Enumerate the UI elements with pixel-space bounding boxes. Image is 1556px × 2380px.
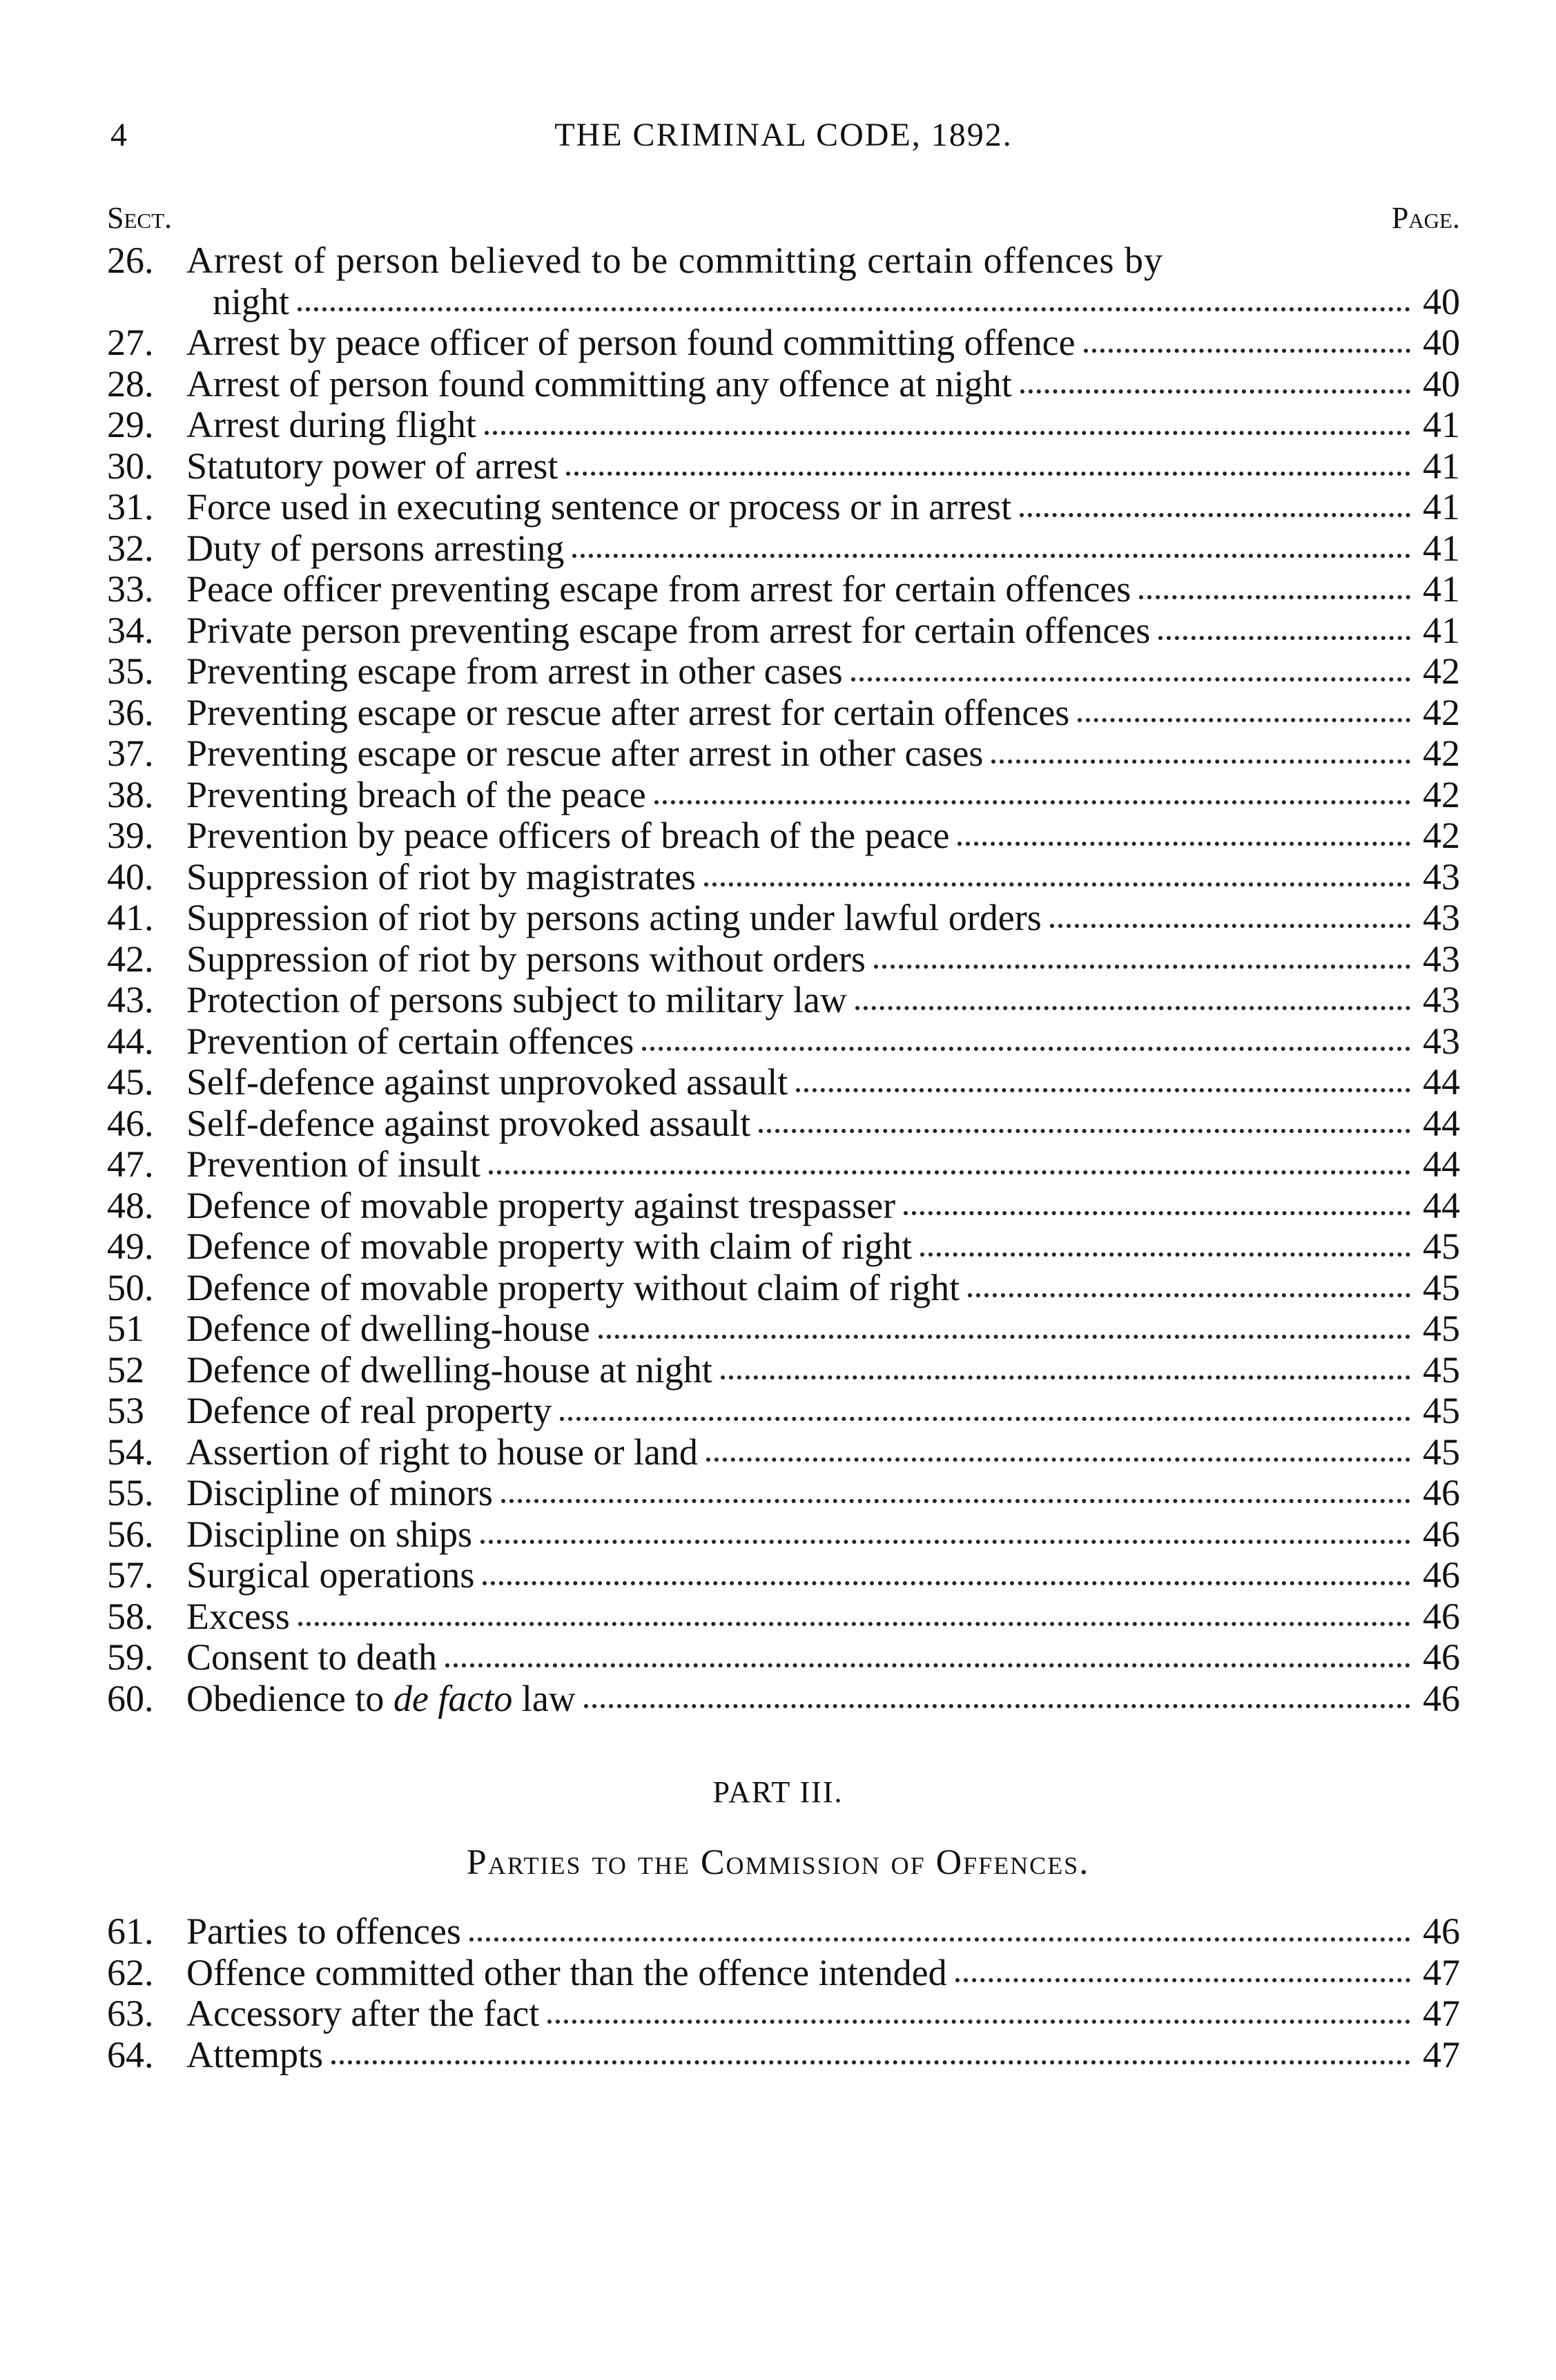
dot-leader: [1078, 717, 1410, 722]
contents-entry: [107, 733, 1460, 775]
contents-entry: [107, 364, 1460, 405]
dot-leader: [796, 1087, 1410, 1092]
page-ref: 43: [1423, 856, 1460, 898]
contents-entry: [107, 1103, 1460, 1145]
contents-entry: [107, 1953, 1460, 1994]
section-title: Discipline on ships: [186, 1513, 472, 1555]
section-title: Parties to offences: [186, 1911, 461, 1952]
contents-entry: [107, 1993, 1460, 2035]
dot-leader: [547, 2018, 1410, 2024]
section-title: Force used in executing sentence or process or in arrest: [186, 487, 1012, 528]
section-number: 40.: [107, 855, 154, 898]
dot-leader: [584, 1703, 1410, 1708]
section-title: Arrest by peace officer of person found committing offence: [186, 322, 1076, 363]
page-column-label: Page.: [1391, 201, 1460, 235]
page-ref: 42: [1423, 692, 1460, 733]
section-title: Suppression of riot by persons acting under lawful orders: [186, 898, 1042, 938]
page-ref: 47: [1423, 1993, 1460, 2034]
dot-leader: [566, 470, 1410, 476]
contents-entry: [107, 1144, 1460, 1186]
contents-entry: [107, 2035, 1460, 2076]
contents-entry: [107, 1186, 1460, 1227]
contents-entry: [107, 1555, 1460, 1596]
page-ref: 46: [1423, 1555, 1460, 1596]
contents-entry: [107, 1268, 1460, 1309]
section-title: Preventing escape or rescue after arrest for certain offences: [186, 692, 1070, 733]
page-ref: 44: [1423, 1144, 1460, 1185]
contents-entry: [107, 1062, 1460, 1103]
contents-entry: [107, 815, 1460, 857]
page-ref: 42: [1423, 651, 1460, 692]
page-ref: 43: [1423, 938, 1460, 980]
section-number: 57.: [107, 1554, 154, 1596]
section-title: Prevention by peace officers of breach of the peace: [186, 815, 950, 856]
section-title: Defence of movable property with claim of right: [186, 1226, 913, 1267]
dot-leader: [480, 1538, 1410, 1544]
page-ref: 44: [1423, 1062, 1460, 1103]
section-number: 38.: [107, 773, 154, 815]
page-ref: 47: [1423, 1952, 1460, 1993]
contents-entry: [107, 1514, 1460, 1556]
dot-leader: [1084, 347, 1410, 353]
page-ref: 46: [1423, 1513, 1460, 1555]
section-number: 64.: [107, 2033, 154, 2076]
dot-leader: [1020, 388, 1410, 394]
section-number: 60.: [107, 1677, 154, 1719]
section-title: Duty of persons arresting: [186, 528, 565, 569]
section-number: 61.: [107, 1910, 154, 1952]
section-title: Defence of movable property against trespasser: [186, 1185, 896, 1226]
section-number: 32.: [107, 527, 154, 569]
page-ref: 45: [1423, 1308, 1460, 1349]
contents-entry: [107, 1391, 1460, 1432]
section-title: Defence of movable property without claim of right: [186, 1267, 960, 1308]
page-ref: 43: [1423, 1020, 1460, 1062]
section-title: Prevention of insult: [186, 1144, 480, 1185]
section-title: Self-defence against provoked assault: [186, 1103, 751, 1144]
contents-entry: [107, 610, 1460, 652]
section-number: 56.: [107, 1513, 154, 1555]
section-title: Preventing breach of the peace: [186, 774, 646, 815]
page-ref: 40: [1423, 363, 1460, 405]
page-ref: 46: [1423, 1678, 1460, 1719]
page-ref: 45: [1423, 1349, 1460, 1391]
dot-leader: [1158, 635, 1410, 640]
section-number: 35.: [107, 650, 154, 692]
contents-entry: [107, 980, 1460, 1021]
part-title: Parties to the Commission of Offences.: [466, 1843, 1090, 1882]
section-title: Self-defence against unprovoked assault: [186, 1062, 788, 1103]
book-title: THE CRIMINAL CODE, 1892.: [554, 117, 1013, 153]
page-ref: 41: [1423, 405, 1460, 445]
section-title: Defence of dwelling-house at night: [186, 1349, 712, 1391]
contents-entry: [107, 1021, 1460, 1063]
section-title-line-2: night: [213, 281, 290, 322]
page-ref: 44: [1423, 1185, 1460, 1226]
section-number: 29.: [107, 404, 154, 445]
section-number: 59.: [107, 1636, 154, 1678]
running-head: [110, 116, 1457, 164]
page-ref: 45: [1423, 1431, 1460, 1473]
dot-leader: [855, 1005, 1410, 1010]
section-number: 49.: [107, 1226, 154, 1267]
dot-leader: [957, 840, 1410, 846]
dot-leader: [1139, 594, 1410, 599]
section-number: 48.: [107, 1184, 154, 1226]
section-number: 26.: [107, 240, 154, 281]
dot-leader: [851, 676, 1410, 681]
section-number: 43.: [107, 979, 154, 1020]
section-number: 31.: [107, 486, 154, 528]
section-title: Protection of persons subject to military law: [186, 980, 847, 1020]
section-number: 41.: [107, 897, 154, 938]
dot-leader: [298, 1620, 1410, 1626]
page-ref: 41: [1423, 445, 1460, 487]
contents-entry: [107, 1432, 1460, 1473]
page-ref: 41: [1423, 487, 1460, 528]
column-headings: [107, 200, 1460, 242]
dot-leader: [1050, 922, 1410, 928]
page-ref: 46: [1423, 1911, 1460, 1952]
contents-entry: [107, 1596, 1460, 1638]
dot-leader: [706, 1456, 1410, 1462]
section-title: Suppression of riot by persons without orders: [186, 938, 866, 980]
contents-entry: [107, 651, 1460, 693]
contents-entry: [107, 775, 1460, 816]
section-title: Preventing escape or rescue after arrest in other cases: [186, 733, 984, 774]
page-ref: 47: [1423, 2034, 1460, 2076]
dot-leader: [904, 1210, 1410, 1215]
dot-leader: [721, 1374, 1410, 1380]
section-title: Discipline of minors: [186, 1473, 493, 1513]
section-title: Arrest of person found committing any offence at night: [186, 363, 1012, 405]
page-ref: 42: [1423, 815, 1460, 856]
page-ref: 44: [1423, 1103, 1460, 1144]
dot-leader: [642, 1045, 1410, 1051]
contents-entry: [107, 898, 1460, 939]
section-title: Excess: [186, 1596, 290, 1637]
dot-leader: [572, 552, 1410, 558]
section-number: 44.: [107, 1020, 154, 1062]
dot-leader: [469, 1936, 1410, 1942]
section-title-italic: de facto: [393, 1678, 513, 1719]
page-ref: 40: [1423, 322, 1460, 363]
dot-leader: [489, 1169, 1410, 1174]
section-title: Attempts: [186, 2034, 323, 2076]
dot-leader: [560, 1415, 1410, 1421]
dot-leader: [920, 1251, 1410, 1257]
section-number: 53: [107, 1390, 144, 1431]
section-title: Peace officer preventing escape from arrest for certain offences: [186, 569, 1131, 610]
dot-leader: [874, 963, 1410, 969]
page-ref: 45: [1423, 1391, 1460, 1431]
section-title-line-1: Arrest of person believed to be committing certain offences by: [186, 240, 1164, 281]
section-title: Suppression of riot by magistrates: [186, 856, 696, 898]
dot-leader: [599, 1333, 1410, 1339]
dot-leader: [331, 2059, 1410, 2064]
section-number: 34.: [107, 609, 154, 651]
page-ref: 46: [1423, 1596, 1460, 1637]
dot-leader: [955, 1977, 1410, 1982]
section-title: Defence of real property: [186, 1391, 552, 1431]
contents-entry: [107, 528, 1460, 570]
section-number: 63.: [107, 1993, 154, 2034]
dot-leader: [501, 1498, 1410, 1503]
page-ref: 40: [1423, 281, 1460, 322]
section-number: 37.: [107, 733, 154, 774]
page-ref: 41: [1423, 528, 1460, 569]
contents-entry: [107, 487, 1460, 528]
section-title: Private person preventing escape from arrest for certain offences: [186, 610, 1151, 651]
section-title: Surgical operations: [186, 1555, 475, 1596]
dot-leader: [968, 1292, 1410, 1297]
section-number: 33.: [107, 568, 154, 610]
dot-leader: [991, 758, 1410, 764]
contents-entry: [107, 693, 1460, 734]
page-ref: 41: [1423, 569, 1460, 610]
page-number: 4: [110, 117, 127, 153]
section-title-prefix: Obedience to: [186, 1678, 393, 1719]
section-number: 47.: [107, 1143, 154, 1185]
page-ref: 43: [1423, 980, 1460, 1020]
dot-leader: [654, 799, 1410, 804]
dot-leader: [298, 306, 1410, 311]
dot-leader: [483, 1580, 1410, 1585]
section-title: Statutory power of arrest: [186, 445, 558, 487]
section-number: 51: [107, 1308, 144, 1349]
section-title: Assertion of right to house or land: [186, 1431, 698, 1473]
page-ref: 42: [1423, 774, 1460, 815]
page-ref: 43: [1423, 898, 1460, 938]
section-number: 39.: [107, 815, 154, 856]
section-number: 52: [107, 1348, 144, 1391]
contents-entry: [107, 1308, 1460, 1350]
page-ref: 41: [1423, 610, 1460, 651]
section-number: 50.: [107, 1266, 154, 1308]
section-column-label: Sect.: [107, 201, 173, 235]
dot-leader: [759, 1128, 1410, 1133]
dot-leader: [445, 1662, 1410, 1667]
contents-entry: [107, 405, 1460, 446]
dot-leader: [704, 881, 1410, 887]
section-number: 42.: [107, 938, 154, 980]
contents-entry: [107, 1637, 1460, 1678]
section-number: 28.: [107, 362, 154, 405]
section-number: 62.: [107, 1951, 154, 1993]
contents-entry: [107, 1473, 1460, 1514]
page-ref: 46: [1423, 1473, 1460, 1513]
section-number: 55.: [107, 1472, 154, 1513]
section-number: 30.: [107, 445, 154, 487]
contents-entry: [107, 240, 1460, 322]
section-title: Accessory after the fact: [186, 1993, 540, 2034]
dot-leader: [1020, 512, 1410, 517]
section-number: 27.: [107, 322, 154, 363]
contents-entry: [107, 322, 1460, 364]
contents-entry: [107, 1678, 1460, 1720]
part-heading: PART III.: [712, 1775, 844, 1809]
section-number: 58.: [107, 1595, 154, 1637]
contents-entry: [107, 569, 1460, 610]
section-number: 45.: [107, 1061, 154, 1103]
section-number: 36.: [107, 691, 154, 733]
contents-entry: [107, 939, 1460, 980]
section-number: 54.: [107, 1431, 154, 1473]
page-ref: 46: [1423, 1637, 1460, 1678]
contents-entry: [107, 1350, 1460, 1391]
section-title: Consent to death: [186, 1637, 437, 1678]
section-number: 46.: [107, 1102, 154, 1144]
contents-entry: [107, 446, 1460, 487]
section-title: Offence committed other than the offence intended: [186, 1952, 947, 1993]
contents-entry: [107, 857, 1460, 898]
section-title: Arrest during flight: [186, 405, 476, 445]
contents-list-part-ii: [107, 240, 1460, 1719]
section-title: [186, 1678, 576, 1720]
section-title: Prevention of certain offences: [186, 1020, 634, 1062]
contents-entry: [107, 1911, 1460, 1953]
page-ref: 45: [1423, 1226, 1460, 1267]
page-ref: 45: [1423, 1267, 1460, 1308]
page-ref: 42: [1423, 733, 1460, 774]
contents-entry: [107, 1226, 1460, 1268]
section-title: Defence of dwelling-house: [186, 1308, 590, 1349]
dot-leader: [485, 429, 1410, 435]
section-title-suffix: law: [512, 1678, 576, 1719]
contents-list-part-iii: [107, 1911, 1460, 2076]
section-title: Preventing escape from arrest in other cases: [186, 651, 843, 692]
